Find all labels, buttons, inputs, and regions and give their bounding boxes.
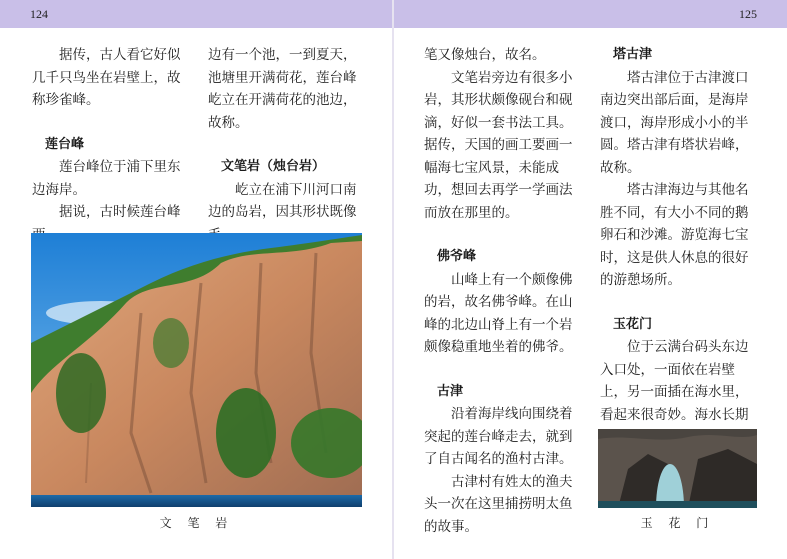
paragraph: 文笔岩旁边有很多小岩，其形状颇像砚台和砚滴，好似一套书法工具。据传，天国的画工要画一幅海七宝风景，未能成功，想回去再学一学画法而放在那里的。 <box>424 69 573 221</box>
wenbi-rock-photo <box>31 233 362 507</box>
left-page-header-bar <box>0 0 392 28</box>
section-heading-yuhuamen: 玉花门 <box>613 316 653 332</box>
section-heading-liantai: 莲台峰 <box>45 136 85 152</box>
paragraph: 塔古津位于古津渡口南边突出部后面，是海岸渡口，海岸形成小小的半圆。塔古津有塔状岩峰，故称。 <box>600 69 749 176</box>
book-gutter <box>392 0 394 559</box>
section-heading-tagujin: 塔古津 <box>613 47 653 62</box>
right-page-header-bar <box>394 0 787 28</box>
paragraph: 据传，古人看它好似几千只鸟坐在岩壁上，故称珍雀峰。 <box>32 47 181 108</box>
left-page-column-1 <box>32 44 190 246</box>
paragraph: 边有一个池，一到夏天，池塘里开满荷花，莲台峰屹立在开满荷花的池边，故称。 <box>208 47 357 131</box>
yuhuamen-photo <box>598 429 757 508</box>
paragraph: 屹立在浦下川河口南边的岛岩，因其形状既像 <box>208 181 357 220</box>
left-page-number: 124 <box>30 7 48 21</box>
left-page-column-2 <box>208 44 366 246</box>
paragraph: 莲台峰位于浦下里东边海岸。 <box>32 159 181 198</box>
paragraph: 古津村有姓太的渔夫头一次在这里捕捞明太鱼的故事。 <box>424 473 573 535</box>
paragraph: 位于云满台码头东边入口处，一面依在岩壁上，另一面插在海水里，看起来很奇妙。海水长期 <box>600 339 749 423</box>
section-heading-gujin: 古津 <box>437 383 464 399</box>
paragraph: 据说，古时候莲台峰 <box>59 204 181 220</box>
section-heading-foye: 佛爷峰 <box>437 249 477 264</box>
paragraph: 沿着海岸线向围绕着突起的莲台峰走去，就到了自古闻名的渔村古津。 <box>424 406 573 467</box>
paragraph: 笔又像烛台，故名。 <box>424 47 546 63</box>
yuhuamen-photo-caption: 玉 花 门 <box>640 516 715 530</box>
paragraph: 塔古津海边与其他名胜不同，有大小不同的鹅卵石和沙滩。游览海七宝时，这是供人休息的很好的游憩场所。 <box>600 182 749 288</box>
wenbi-photo-caption: 文 笔 岩 <box>159 516 234 530</box>
right-page-column-2 <box>600 44 760 449</box>
right-page-column-1 <box>424 44 584 538</box>
right-page-number: 125 <box>739 7 757 21</box>
paragraph: 山峰上有一个颇像佛的岩，故名佛爷峰。在山峰的北边山脊上有一个岩颇像稳重地坐着的佛爷。 <box>424 271 573 355</box>
section-heading-wenbi: 文笔岩（烛台岩） <box>221 159 326 174</box>
